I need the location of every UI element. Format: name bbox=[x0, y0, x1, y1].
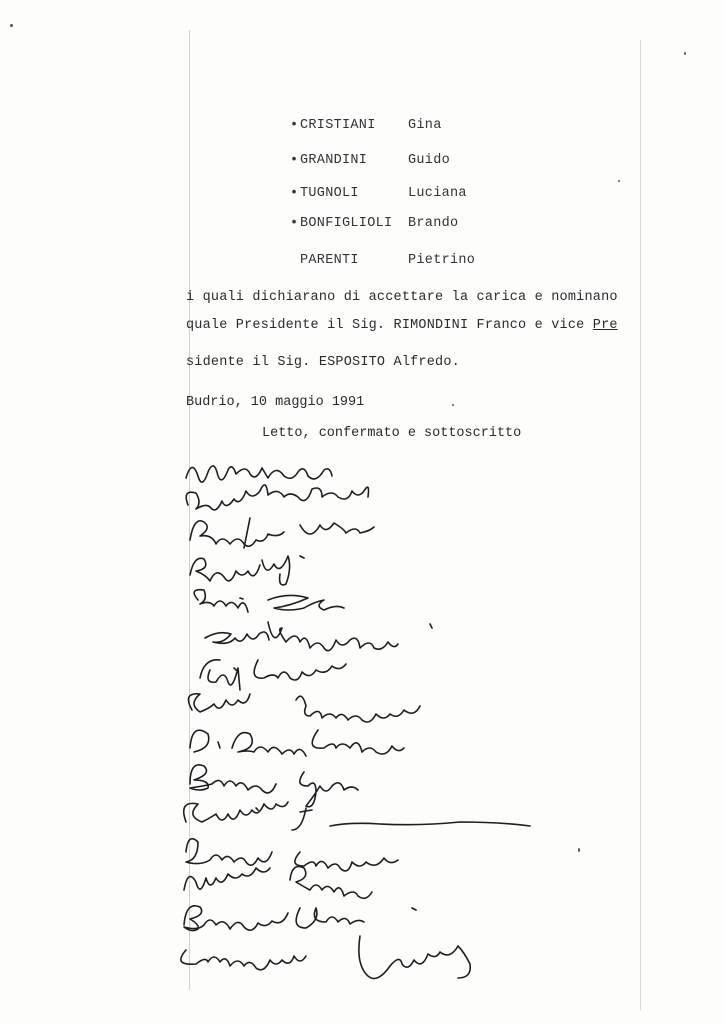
signature-4 bbox=[190, 556, 304, 585]
signature-6 bbox=[205, 622, 432, 651]
member-first-name: Gina bbox=[408, 118, 442, 133]
member-surname: PARENTI bbox=[300, 253, 359, 268]
signature-2 bbox=[186, 485, 368, 510]
scan-speck bbox=[10, 24, 13, 27]
member-first-name: Brando bbox=[408, 216, 459, 231]
scan-speck bbox=[618, 180, 620, 182]
signature-15 bbox=[181, 936, 470, 979]
signature-3 bbox=[190, 518, 374, 548]
signature-9 bbox=[190, 730, 404, 756]
body-line-2-underlined: Pre bbox=[592, 318, 618, 333]
signature-1 bbox=[186, 466, 332, 482]
member-bullet: • bbox=[290, 153, 299, 168]
body-line-3: sidente il Sig. ESPOSITO Alfredo. bbox=[186, 355, 460, 370]
body-line-2-text: quale Presidente il Sig. RIMONDINI Franco e vice bbox=[186, 318, 593, 333]
scan-speck bbox=[578, 848, 580, 852]
member-surname: CRISTIANI bbox=[300, 118, 376, 133]
scan-speck bbox=[452, 404, 454, 406]
member-first-name: Luciana bbox=[408, 186, 467, 201]
member-surname: TUGNOLI bbox=[300, 186, 359, 201]
closing-text: Letto, confermato e sottoscritto bbox=[262, 426, 522, 441]
signature-7 bbox=[200, 660, 346, 690]
signature-8 bbox=[188, 694, 420, 722]
member-surname: GRANDINI bbox=[300, 153, 368, 168]
member-bullet: • bbox=[290, 186, 299, 201]
date-place: Budrio, 10 maggio 1991 bbox=[186, 395, 365, 410]
member-surname: BONFIGLIOLI bbox=[300, 216, 393, 231]
member-first-name: Pietrino bbox=[408, 253, 476, 268]
signature-14 bbox=[184, 906, 416, 931]
signature-12 bbox=[186, 839, 398, 871]
signature-11 bbox=[184, 802, 530, 830]
scan-speck bbox=[684, 52, 686, 55]
member-first-name: Guido bbox=[408, 153, 451, 168]
body-line-1: i quali dichiarano di accettare la carica e nominano bbox=[186, 290, 618, 305]
signature-10 bbox=[190, 765, 358, 807]
member-bullet: • bbox=[290, 118, 299, 133]
member-bullet: • bbox=[290, 216, 299, 231]
signature-5 bbox=[194, 590, 344, 612]
